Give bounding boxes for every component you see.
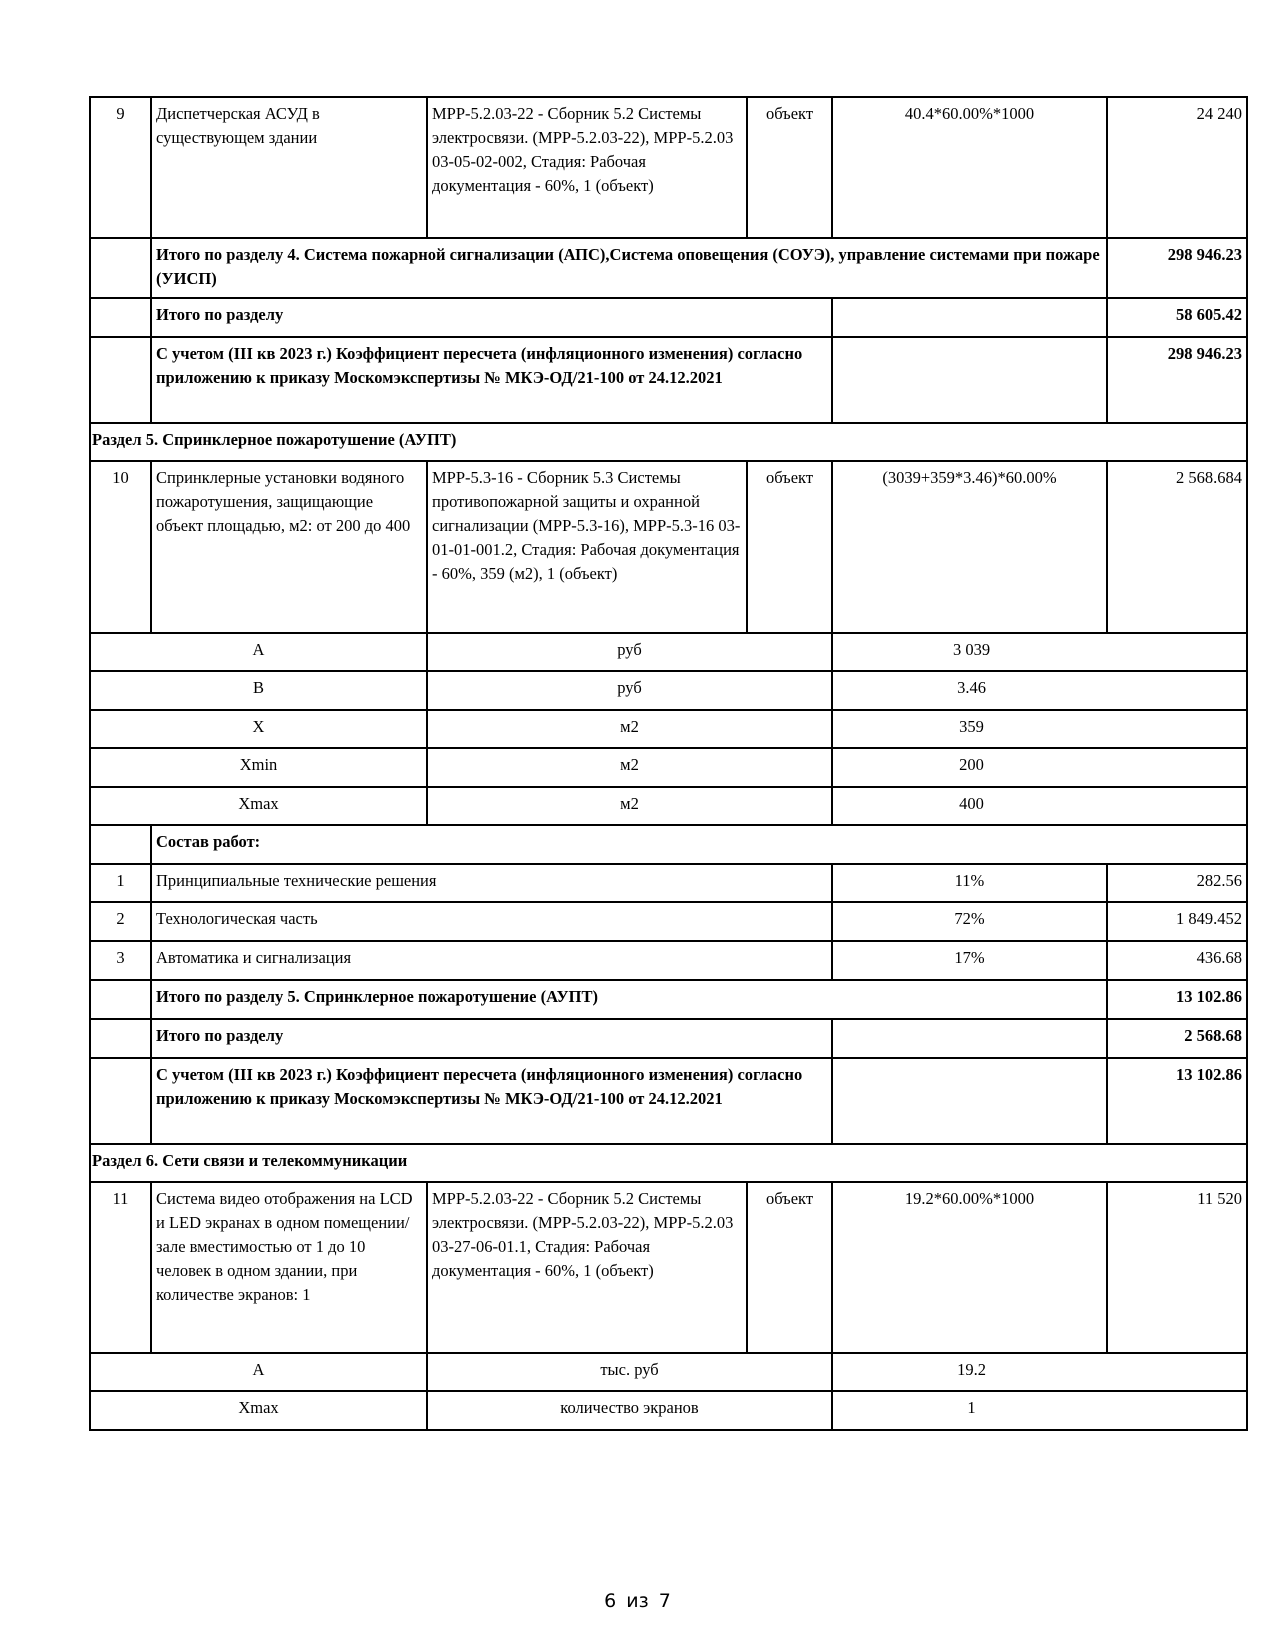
- item-cost: 11 520: [1107, 1182, 1247, 1353]
- item-cost: 24 240: [1107, 97, 1247, 238]
- param-value: 1: [832, 1391, 1247, 1430]
- item-basis: МРР-5.3-16 - Сборник 5.3 Системы противопожарной защиты и охранной сигнализации (МРР-5.3-16), МРР-5.3-16 03-01-01-001.2, Стадия: Рабочая документация - 60%, 359 (м2), 1 (объект): [427, 461, 747, 633]
- param-row: [90, 748, 1247, 787]
- param-value: 3 039: [832, 633, 1247, 671]
- item-name: Диспетчерская АСУД в существующем здании: [151, 97, 427, 238]
- section5-inflation-row: [90, 1058, 1247, 1144]
- work-name: Автоматика и сигнализация: [151, 941, 832, 980]
- param-unit: м2: [427, 710, 832, 748]
- work-row: [90, 864, 1247, 902]
- total-label: Итого по разделу 4. Система пожарной сигнализации (АПС),Система оповещения (СОУЭ), управление системами при пожаре (УИСП): [151, 238, 1107, 298]
- work-number: 1: [90, 864, 151, 902]
- param-name: A: [90, 633, 427, 671]
- param-name: X: [90, 710, 427, 748]
- param-unit: количество экранов: [427, 1391, 832, 1430]
- param-row: [90, 710, 1247, 748]
- param-value: 359: [832, 710, 1247, 748]
- param-unit: тыс. руб: [427, 1353, 832, 1391]
- section4-total-short-row: [90, 298, 1247, 337]
- param-value: 19.2: [832, 1353, 1247, 1391]
- item-number: 9: [90, 97, 151, 238]
- param-row: [90, 633, 1247, 671]
- table-row-item-9: [90, 97, 1247, 238]
- work-name: Принципиальные технические решения: [151, 864, 832, 902]
- param-row: [90, 1353, 1247, 1391]
- item-basis: МРР-5.2.03-22 - Сборник 5.2 Системы электросвязи. (МРР-5.2.03-22), МРР-5.2.03 03-27-06-01.1, Стадия: Рабочая документация - 60%, 1 (объект): [427, 1182, 747, 1353]
- param-unit: руб: [427, 671, 832, 710]
- inflation-label: С учетом (III кв 2023 г.) Коэффициент пересчета (инфляционного изменения) согласно приложению к приказу Москомэкспертизы № МКЭ-ОД/21-100 от 24.12.2021: [151, 1058, 832, 1144]
- item-formula: 40.4*60.00%*1000: [832, 97, 1107, 238]
- section-header: Раздел 6. Сети связи и телекоммуникации: [90, 1144, 1247, 1182]
- work-row: [90, 941, 1247, 980]
- param-row: [90, 671, 1247, 710]
- param-value: 400: [832, 787, 1247, 825]
- work-percent: 11%: [832, 864, 1107, 902]
- inflation-label: С учетом (III кв 2023 г.) Коэффициент пересчета (инфляционного изменения) согласно приложению к приказу Москомэкспертизы № МКЭ-ОД/21-100 от 24.12.2021: [151, 337, 832, 423]
- param-unit: руб: [427, 633, 832, 671]
- item-unit: объект: [747, 461, 832, 633]
- param-name: Xmax: [90, 1391, 427, 1430]
- total-value: 2 568.68: [1107, 1019, 1247, 1058]
- table-row-item-11: [90, 1182, 1247, 1353]
- work-row: [90, 902, 1247, 941]
- work-number: 2: [90, 902, 151, 941]
- item-unit: объект: [747, 97, 832, 238]
- param-name: Xmin: [90, 748, 427, 787]
- work-percent: 72%: [832, 902, 1107, 941]
- param-row: [90, 787, 1247, 825]
- param-unit: м2: [427, 787, 832, 825]
- work-cost: 1 849.452: [1107, 902, 1247, 941]
- section4-total-row: [90, 238, 1247, 298]
- inflation-value: 13 102.86: [1107, 1058, 1247, 1144]
- section4-inflation-row: [90, 337, 1247, 423]
- total-value: 58 605.42: [1107, 298, 1247, 337]
- total-label: Итого по разделу: [151, 298, 832, 337]
- param-row: [90, 1391, 1247, 1430]
- item-formula: (3039+359*3.46)*60.00%: [832, 461, 1107, 633]
- item-basis: МРР-5.2.03-22 - Сборник 5.2 Системы электросвязи. (МРР-5.2.03-22), МРР-5.2.03 03-05-02-002, Стадия: Рабочая документация - 60%, 1 (объект): [427, 97, 747, 238]
- item-number: 11: [90, 1182, 151, 1353]
- section5-total-short-row: [90, 1019, 1247, 1058]
- section5-header-row: [90, 423, 1247, 461]
- item-number: 10: [90, 461, 151, 633]
- param-value: 3.46: [832, 671, 1247, 710]
- works-title-row: [90, 825, 1247, 864]
- section-header: Раздел 5. Спринклерное пожаротушение (АУПТ): [90, 423, 1247, 461]
- work-name: Технологическая часть: [151, 902, 832, 941]
- work-number: 3: [90, 941, 151, 980]
- section5-total-row: [90, 980, 1247, 1019]
- total-value: 13 102.86: [1107, 980, 1247, 1019]
- works-title: Состав работ:: [151, 825, 1247, 864]
- param-unit: м2: [427, 748, 832, 787]
- param-name: Xmax: [90, 787, 427, 825]
- work-cost: 282.56: [1107, 864, 1247, 902]
- total-label: Итого по разделу 5. Спринклерное пожаротушение (АУПТ): [151, 980, 1107, 1019]
- total-label: Итого по разделу: [151, 1019, 832, 1058]
- param-name: B: [90, 671, 427, 710]
- total-value: 298 946.23: [1107, 238, 1247, 298]
- estimate-table: [89, 96, 1248, 1431]
- page-number: 6 из 7: [604, 1590, 671, 1612]
- item-name: Спринклерные установки водяного пожаротушения, защищающие объект площадью, м2: от 200 до 400: [151, 461, 427, 633]
- work-percent: 17%: [832, 941, 1107, 980]
- item-unit: объект: [747, 1182, 832, 1353]
- param-name: A: [90, 1353, 427, 1391]
- item-formula: 19.2*60.00%*1000: [832, 1182, 1107, 1353]
- work-cost: 436.68: [1107, 941, 1247, 980]
- item-cost: 2 568.684: [1107, 461, 1247, 633]
- inflation-value: 298 946.23: [1107, 337, 1247, 423]
- item-name: Система видео отображения на LCD и LED экранах в одном помещении/зале вместимостью от 1 до 10 человек в одном здании, при количестве экранов: 1: [151, 1182, 427, 1353]
- param-value: 200: [832, 748, 1247, 787]
- section6-header-row: [90, 1144, 1247, 1182]
- table-row-item-10: [90, 461, 1247, 633]
